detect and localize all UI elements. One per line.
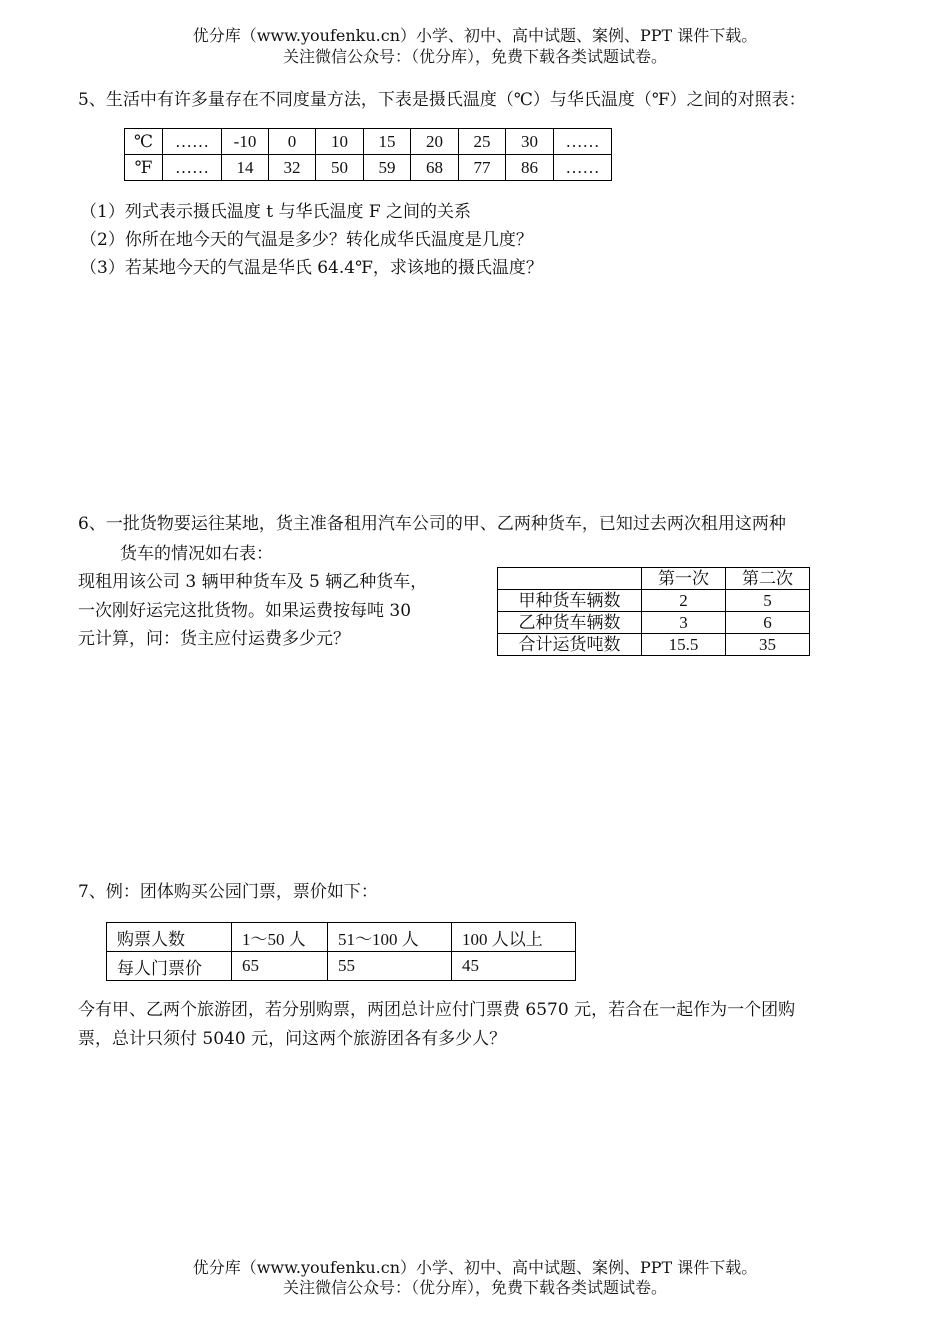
table-cell: 2 — [642, 590, 726, 612]
table-cell: 0 — [269, 129, 316, 155]
q6-body-line-2: 一次刚好运完这批货物。如果运费按每吨 30 — [78, 601, 412, 621]
table-cell: 86 — [506, 155, 554, 181]
q5-sub-question-1: （1）列式表示摄氏温度 t 与华氏温度 F 之间的关系 — [80, 202, 472, 222]
table-cell: 第一次 — [642, 568, 726, 590]
table-cell: 55 — [328, 952, 452, 981]
table-cell: 77 — [459, 155, 506, 181]
table-cell: 3 — [642, 612, 726, 634]
table-row — [498, 590, 810, 612]
table-cell: 14 — [222, 155, 269, 181]
q6-body-line-3: 元计算，问：货主应付运费多少元？ — [78, 629, 350, 649]
truck-rental-table — [497, 567, 810, 656]
table-cell: 10 — [316, 129, 364, 155]
q6-stem-line-2: 货车的情况如右表： — [120, 544, 273, 564]
table-cell: 68 — [411, 155, 459, 181]
table-cell: 每人门票价 — [107, 952, 232, 981]
table-cell: 第二次 — [726, 568, 810, 590]
table-cell: 65 — [232, 952, 328, 981]
q5-sub-question-3: （3）若某地今天的气温是华氏 64.4℉，求该地的摄氏温度？ — [80, 258, 543, 278]
table-cell: 50 — [316, 155, 364, 181]
table-cell — [498, 568, 642, 590]
q7-body-line-2: 票，总计只须付 5040 元，问这两个旅游团各有多少人？ — [78, 1029, 507, 1049]
page-footer-line-1: 优分库（www.youfenku.cn）小学、初中、高中试题、案例、PPT 课件下载。 — [192, 1258, 758, 1277]
page-footer-line-2: 关注微信公众号：（优分库），免费下载各类试题试卷。 — [282, 1278, 667, 1297]
ticket-price-table — [106, 922, 576, 981]
q7-body-line-1: 今有甲、乙两个旅游团，若分别购票，两团总计应付门票费 6570 元，若合在一起作为一个团购 — [78, 1000, 796, 1020]
table-cell: 乙种货车辆数 — [498, 612, 642, 634]
table-cell: 30 — [506, 129, 554, 155]
table-cell: …… — [554, 155, 612, 181]
table-cell: 35 — [726, 634, 810, 656]
ticket-count-row — [107, 923, 576, 952]
celsius-row — [125, 129, 612, 155]
table-cell: 购票人数 — [107, 923, 232, 952]
table-cell: 15.5 — [642, 634, 726, 656]
table-cell: 32 — [269, 155, 316, 181]
table-cell: …… — [163, 155, 222, 181]
q5-stem: 5、生活中有许多量存在不同度量方法，下表是摄氏温度（℃）与华氏温度（℉）之间的对照表： — [78, 90, 806, 110]
table-cell: 45 — [452, 952, 576, 981]
ticket-price-row — [107, 952, 576, 981]
table-cell: 5 — [726, 590, 810, 612]
table-cell: 51～100 人 — [328, 923, 452, 952]
table-row — [498, 612, 810, 634]
table-cell: 25 — [459, 129, 506, 155]
page-header-line-2: 关注微信公众号：（优分库），免费下载各类试题试卷。 — [282, 47, 667, 66]
page-header-line-1: 优分库（www.youfenku.cn）小学、初中、高中试题、案例、PPT 课件下载。 — [192, 26, 758, 45]
table-cell: 100 人以上 — [452, 923, 576, 952]
table-cell: 1～50 人 — [232, 923, 328, 952]
q7-stem: 7、例：团体购买公园门票，票价如下： — [78, 882, 378, 902]
q5-sub-question-2: （2）你所在地今天的气温是多少？转化成华氏温度是几度？ — [80, 230, 533, 250]
table-cell: 15 — [364, 129, 411, 155]
table-cell: …… — [554, 129, 612, 155]
table-header-row — [498, 568, 810, 590]
table-cell: 20 — [411, 129, 459, 155]
temperature-table — [124, 128, 612, 181]
q6-stem-line-1: 6、一批货物要运往某地，货主准备租用汽车公司的甲、乙两种货车，已知过去两次租用这两种 — [78, 514, 786, 534]
table-cell: …… — [163, 129, 222, 155]
table-row — [498, 634, 810, 656]
table-cell: 甲种货车辆数 — [498, 590, 642, 612]
table-cell: ℃ — [125, 129, 163, 155]
q6-body-line-1: 现租用该公司 3 辆甲种货车及 5 辆乙种货车， — [78, 572, 428, 592]
fahrenheit-row — [125, 155, 612, 181]
table-cell: ℉ — [125, 155, 163, 181]
table-cell: 59 — [364, 155, 411, 181]
table-cell: 6 — [726, 612, 810, 634]
table-cell: -10 — [222, 129, 269, 155]
table-cell: 合计运货吨数 — [498, 634, 642, 656]
